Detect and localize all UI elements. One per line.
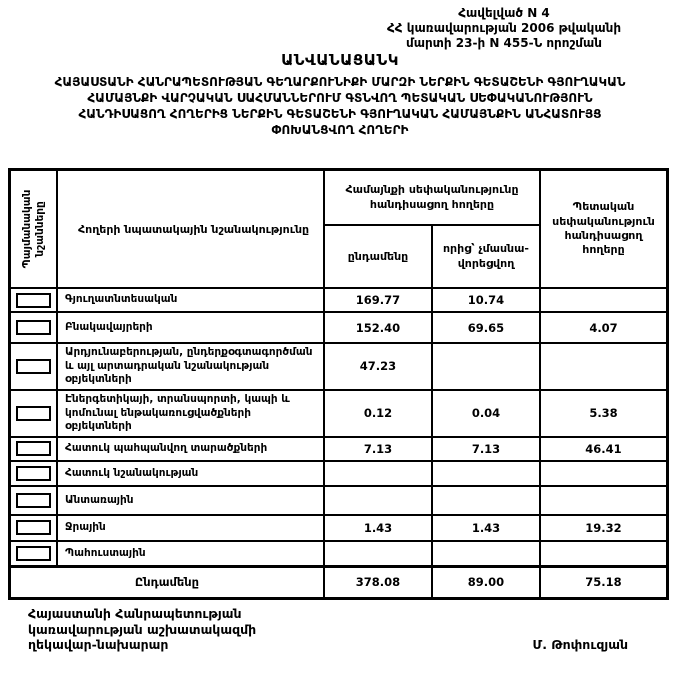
land-purpose-cell: Գյուղատնտեսական — [58, 289, 325, 311]
of-which-cell: 69.65 — [433, 313, 541, 342]
title-line-4: ՀԱՆԴԻՍԱՑՈՂ ՀՈՂԵՐԻՑ ՆԵՐՔԻՆ ԳԵՏԱՇԵՆԻ ԳՅՈՒՂԱԿԱՆ ՀԱՄԱՅՆՔԻՆ ԱՆՀԱՏՈՒՅՑ — [78, 107, 602, 121]
table-row — [11, 487, 666, 516]
land-purpose-cell: Բնակավայրերի — [58, 313, 325, 342]
community-total-cell — [325, 487, 433, 514]
state-cell — [541, 487, 666, 514]
symbol-box — [16, 520, 51, 535]
community-total-cell — [325, 542, 433, 565]
land-purpose-cell: Անտառային — [58, 487, 325, 514]
signatory-line-1: Հայաստանի Հանրապետության — [28, 606, 242, 621]
header-of-which-line1: որից՝ չմասնա- — [442, 242, 529, 256]
table-header — [11, 171, 666, 289]
state-cell: 5.38 — [589, 406, 618, 421]
of-which-cell: 7.13 — [433, 438, 541, 460]
state-cell: 19.32 — [585, 520, 622, 535]
state-cell — [541, 462, 666, 485]
title-line-3: ՀԱՄԱՅՆՔԻ ՎԱՐՉԱԿԱՆ ՍԱՀՄԱՆՆԵՐՈՒՄ ԳՏՆՎՈՂ ՊԵՏԱԿԱՆ ՍԵՓԱԿԱՆՈՒԹՅՈՒՆ — [87, 91, 593, 105]
symbol-box — [16, 493, 51, 508]
header-of-which-line2: վորեցվող — [457, 256, 515, 270]
of-which-cell: 10.74 — [433, 289, 541, 311]
header-state: Պետական սեփականություն հանդիսացող հողերը — [552, 200, 655, 257]
symbol-box — [16, 359, 51, 374]
table-row — [11, 516, 666, 542]
state-cell: 46.41 — [585, 441, 622, 456]
community-total-cell: 152.40 — [325, 313, 433, 342]
header-community-total: ընդամենը — [325, 226, 433, 287]
of-which-cell — [433, 542, 541, 565]
total-of-which: 89.00 — [433, 568, 541, 597]
symbol-box — [16, 466, 51, 481]
of-which-cell — [433, 344, 541, 389]
land-purpose-cell: Հատուկ պահպանվող տարածքների — [58, 438, 325, 460]
land-purpose-cell: Արդյունաբերության, ընդերքօգտագործման և այլ արտադրական նշանակության օբյեկտների — [58, 344, 325, 389]
annex-note — [334, 6, 674, 51]
land-purpose-cell: Հատուկ նշանակության — [58, 462, 325, 485]
table-row — [11, 391, 666, 438]
header-symbols-label: Պայմանական նշանները — [20, 189, 46, 269]
symbol-box — [16, 406, 51, 421]
signatory-title — [28, 606, 256, 653]
table-row — [11, 344, 666, 391]
signatory-line-3: ղեկավար-նախարար — [28, 637, 169, 652]
header-community-of-which — [433, 226, 539, 287]
state-cell: 4.07 — [589, 320, 618, 335]
table-row — [11, 289, 666, 313]
community-total-cell: 1.43 — [325, 516, 433, 540]
table-body — [11, 289, 666, 597]
header-symbols — [11, 171, 58, 287]
of-which-cell — [433, 462, 541, 485]
total-label: Ընդամենը — [11, 568, 325, 597]
of-which-cell — [433, 487, 541, 514]
community-total-cell: 0.12 — [325, 391, 433, 436]
land-purpose-cell: Ջրային — [58, 516, 325, 540]
state-cell — [541, 344, 666, 389]
community-total-cell: 7.13 — [325, 438, 433, 460]
title-line-5: ՓՈԽԱՆՑՎՈՂ ՀՈՂԵՐԻ — [271, 123, 409, 137]
annex-line-3: մարտի 23-ի N 455-Ն որոշման — [405, 36, 602, 50]
of-which-cell: 1.43 — [433, 516, 541, 540]
table-row — [11, 542, 666, 567]
signatory-line-2: կառավարության աշխատակազմի — [28, 621, 257, 637]
community-total-cell — [325, 462, 433, 485]
annex-line-2: ՀՀ կառավարության 2006 թվականի — [386, 21, 622, 35]
of-which-cell: 0.04 — [433, 391, 541, 436]
symbol-box — [16, 441, 51, 456]
land-table — [8, 168, 669, 600]
table-total-row — [11, 567, 666, 597]
community-total-cell: 169.77 — [325, 289, 433, 311]
annex-line-1: Հավելված N 4 — [458, 6, 550, 20]
signature-name: Մ. Թոփուզյան — [532, 637, 628, 652]
header-purpose: Հողերի նպատակային նշանակությունը — [58, 171, 325, 287]
state-cell — [541, 542, 666, 565]
title-line-2: ՀԱՅԱՍՏԱՆԻ ՀԱՆՐԱՊԵՏՈՒԹՅԱՆ ԳԵՂԱՐՔՈՒՆԻՔԻ ՄԱՐԶԻ ՆԵՐՔԻՆ ԳԵՏԱՇԵՆԻ ԳՅՈՒՂԱԿԱՆ — [54, 75, 626, 89]
table-row — [11, 313, 666, 344]
symbol-box — [16, 293, 51, 308]
land-purpose-cell: Պահուստային — [58, 542, 325, 565]
total-state: 75.18 — [585, 575, 622, 590]
land-purpose-cell: Էներգետիկայի, տրանսպորտի, կապի և կոմունալ ենթակառուցվածքների օբյեկտների — [58, 391, 325, 436]
symbol-box — [16, 320, 51, 335]
total-community-total: 378.08 — [325, 568, 433, 597]
table-row — [11, 438, 666, 462]
document-title — [0, 51, 680, 138]
community-total-cell: 47.23 — [325, 344, 433, 389]
state-cell — [541, 289, 666, 311]
symbol-box — [16, 546, 51, 561]
title-heading: ԱՆՎԱՆԱՑԱՆԿ — [281, 51, 399, 69]
header-community-group — [325, 171, 541, 287]
table-row — [11, 462, 666, 487]
header-community-group-label: Համայնքի սեփականությունը հանդիսացող հողերը — [325, 171, 539, 226]
